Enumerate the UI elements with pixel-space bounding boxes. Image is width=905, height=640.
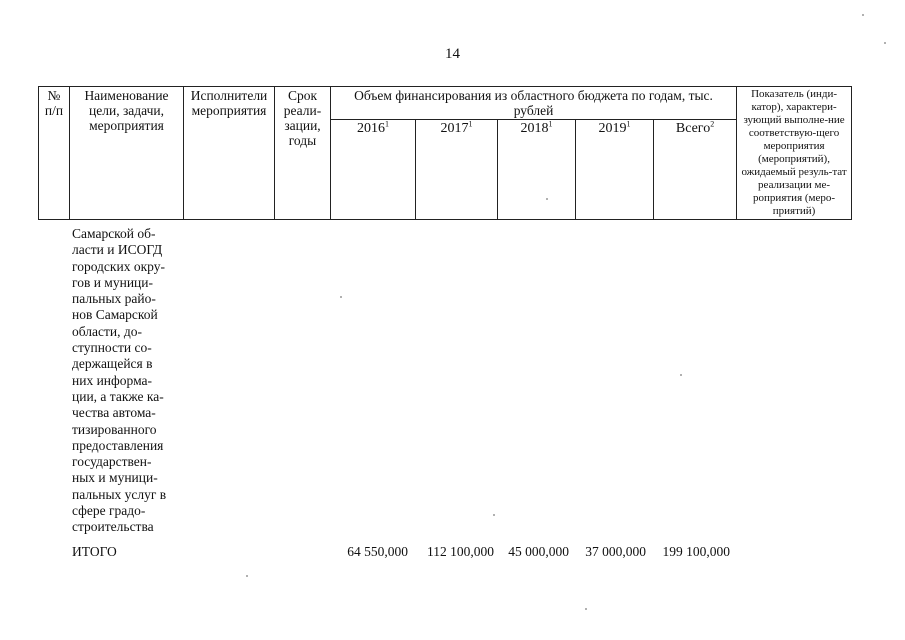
measure-description-continued: Самарской об- ласти и ИСОГД городских окру- гов и муници- пальных райо- нов Самарской области, до- ступности со- держащейся в них информа- ции, а также ка- чества автома- тизированного предоставления государствен- ных и муници- пальных услуг в сфере градо- строительства	[72, 226, 167, 535]
total-2017: 112 100,000	[427, 544, 494, 559]
total-sum: 199 100,000	[662, 544, 730, 559]
header-year-2016: 2016$^1$	[331, 120, 416, 220]
scan-speck	[246, 575, 248, 577]
total-2019: 37 000,000	[585, 544, 646, 559]
scan-speck	[546, 198, 548, 200]
scan-speck	[884, 42, 886, 44]
scan-speck	[493, 514, 495, 516]
scan-speck	[680, 374, 682, 376]
total-label: ИТОГО	[72, 544, 117, 559]
scan-speck	[585, 608, 587, 610]
scan-speck	[862, 14, 864, 16]
scan-speck	[340, 296, 342, 298]
header-number: № п/п	[39, 87, 70, 220]
page-number: 14	[445, 46, 460, 62]
header-indicator: Показатель (инди-катор), характери-зующий выполне-ние соответствую-щего мероприятия (мероприятий), ожидаемый резуль-тат реализации ме-роприятия (меро-приятий)	[737, 87, 852, 220]
header-name: Наименование цели, задачи, мероприятия	[70, 87, 184, 220]
total-2016: 64 550,000	[347, 544, 408, 559]
header-total: Всего$^2$	[654, 120, 737, 220]
header-year-2017: 2017$^1$	[416, 120, 498, 220]
header-year-2019: 2019$^1$	[576, 120, 654, 220]
header-term: Срок реали-зации, годы	[275, 87, 331, 220]
financing-table-header	[38, 86, 852, 220]
header-year-2018: 2018$^1$	[498, 120, 576, 220]
header-financing: Объем финансирования из областного бюджета по годам, тыс. рублей	[331, 87, 737, 120]
total-2018: 45 000,000	[508, 544, 569, 559]
header-executors: Исполнители мероприятия	[184, 87, 275, 220]
